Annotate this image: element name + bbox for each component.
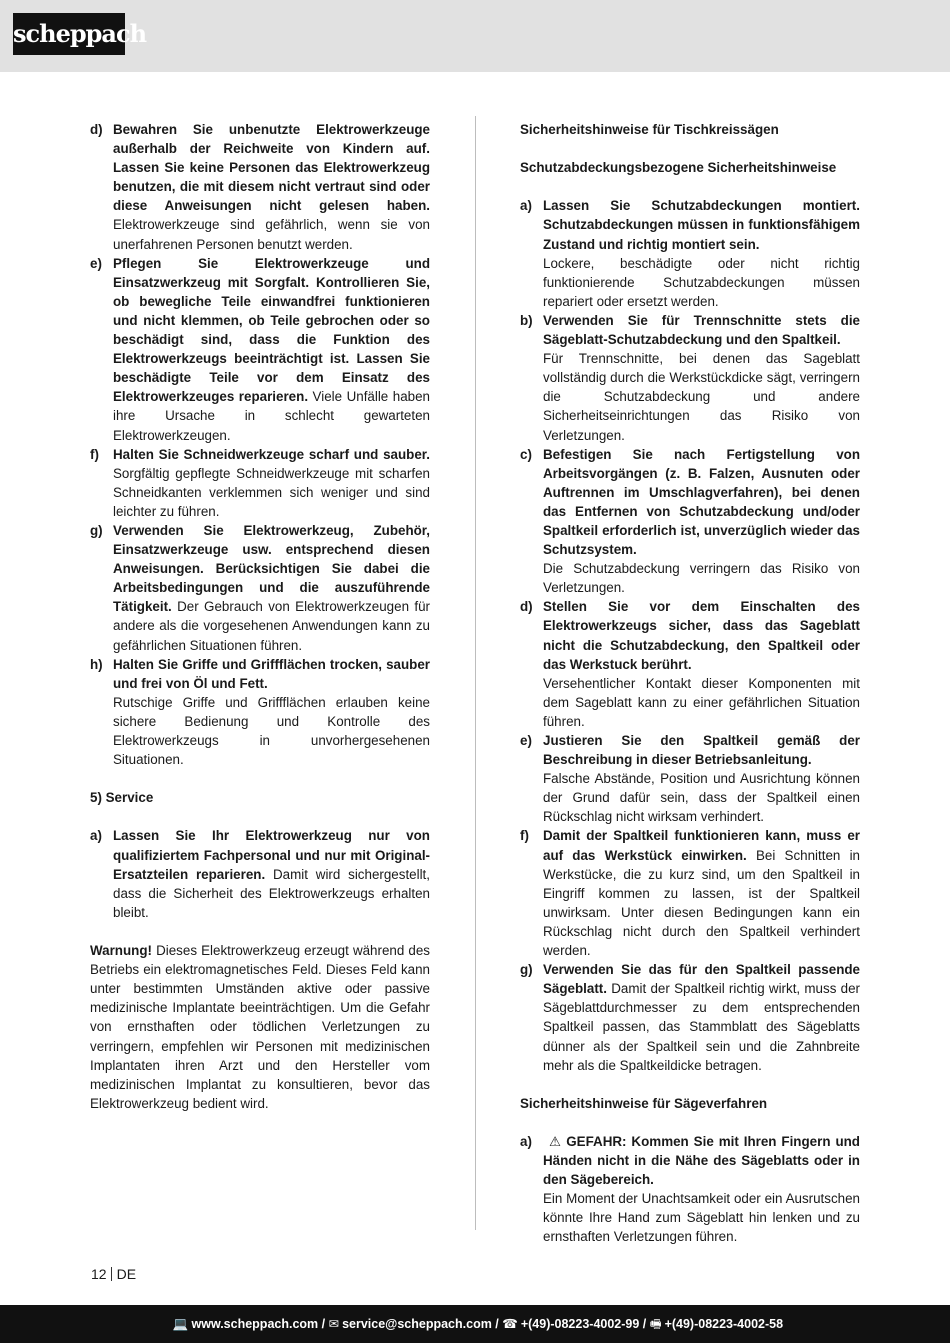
list-item <box>520 597 860 731</box>
column-divider <box>475 116 476 1230</box>
item-text: Bei Schnitten in Werkstücke, die zu kurz sind, um den Spaltkeil in Eingriff kommen zu lassen, ist der Spaltkeil unwirksam. Unter diesen Bedingungen kann ein Rückschlag nicht durch den Spaltkeil verhindert werden. <box>543 847 860 959</box>
service-heading: 5) Service <box>90 790 154 806</box>
item-bold-text: Halten Sie Schneidwerkzeuge scharf und sauber. <box>113 446 430 462</box>
item-marker: d) <box>520 599 533 615</box>
item-text: Viele Unfälle haben ihre Ursache in schlecht gewarteten Elektrowerkzeugen. <box>113 389 430 443</box>
item-marker: g) <box>90 522 103 538</box>
page-number-value: 12 <box>91 1266 107 1282</box>
item-marker: f) <box>90 446 99 462</box>
item-bold-text: Lassen Sie Ihr Elektrowerkzeug nur von qualifiziertem Fachpersonal und nur mit Original-Ersatzteilen reparieren. <box>113 828 430 882</box>
item-text: Damit wird sichergestellt, dass die Sicherheit des Elektrowerkzeugs erhalten bleibt. <box>113 866 430 920</box>
warning-label: Warnung! <box>90 943 152 959</box>
list-item <box>90 826 430 921</box>
item-text: Elektrowerkzeuge sind gefährlich, wenn sie von unerfahrenen Personen benutzt werden. <box>113 217 430 252</box>
item-text: Falsche Abstände, Position und Ausrichtung können der Grund dafür sein, dass der Spaltkeil einen Rückschlag nicht wirksam verhindert. <box>543 771 860 825</box>
item-marker: a) <box>90 828 102 844</box>
scheppach-logo: scheppach <box>13 13 125 55</box>
item-marker: d) <box>90 122 103 137</box>
item-marker: a) <box>520 1133 532 1149</box>
section-heading: Sicherheitshinweise für Tischkreissägen <box>520 122 779 137</box>
section-heading: Sicherheitshinweise für Sägeverfahren <box>520 1095 768 1111</box>
item-marker: b) <box>520 312 533 328</box>
item-bold-text: Verwenden Sie das für den Spaltkeil passende Sägeblatt. <box>543 962 860 997</box>
page-footer <box>0 1305 950 1343</box>
list-item <box>90 655 430 770</box>
warning-triangle-icon: ⚠ <box>549 1133 563 1149</box>
item-bold-text: Stellen Sie vor dem Einschalten des Elektrowerkzeugs sicher, dass das Sageblatt nicht die Schutzabdeckung, den Spaltkeil oder das Werkstuck berührt. <box>543 599 860 672</box>
item-text: Ein Moment der Unachtsamkeit oder ein Ausrutschen könnte Ihre Hand zum Sägeblatt hin lenken und zu ernsthaften Verletzungen führen. <box>543 1191 860 1245</box>
item-marker: h) <box>90 656 103 672</box>
item-marker: g) <box>520 962 533 978</box>
computer-icon: 💻 <box>172 1317 189 1331</box>
page-number <box>91 1266 136 1282</box>
item-text: Die Schutzabdeckung verringern das Risiko von Verletzungen. <box>543 561 860 596</box>
item-bold-text: Damit der Spaltkeil funktionieren kann, muss er auf das Werkstück einwirken. <box>543 828 860 863</box>
footer-separator: / <box>318 1317 329 1331</box>
item-bold-text: Bewahren Sie unbenutzte Elektrowerkzeuge außerhalb der Reichweite von Kindern auf. Lassen Sie keine Personen das Elektrowerkzeug benutzen, die mit diesem nicht vertraut sind oder diese Anweisungen nicht gelesen haben. <box>113 122 430 214</box>
left-column <box>90 120 430 1113</box>
list-item <box>90 521 430 655</box>
right-column <box>520 120 860 1247</box>
item-bold-text: Justieren Sie den Spaltkeil gemäß der Beschreibung in dieser Betriebsanleitung. <box>543 733 860 768</box>
item-bold-text: Verwenden Sie für Trennschnitte stets die Sägeblatt-Schutzabdeckung und den Spaltkeil. <box>543 312 860 348</box>
page-header <box>0 0 950 72</box>
item-bold-text: Pflegen Sie Elektrowerkzeuge und Einsatzwerkzeug mit Sorgfalt. Kontrollieren Sie, ob bewegliche Teile einwandfrei funktionieren und nicht klemmen, ob Teile gebrochen oder so beschädigt sind, dass die Funktion des Elektrowerkzeugs beeinträchtigt ist. Lassen Sie beschädigte Teile vor dem Einsatz des Elektrowerkzeuges reparieren. <box>113 255 430 405</box>
list-item <box>90 120 430 254</box>
item-bold-text: Verwenden Sie Elektrowerkzeug, Zubehör, Einsatzwerkzeuge usw. entsprechend diesen Anweisungen. Berücksichtigen Sie dabei die Arbeitsbedingungen und die auszuführende Tätigkeit. <box>113 522 430 615</box>
fax-icon: 🖷 <box>649 1317 662 1331</box>
item-text: Damit der Spaltkeil richtig wirkt, muss der Sägeblattdurchmesser zu dem entsprechenden Spaltkeil passen, das Stammblatt des Sägeblatts dünner als der Spaltkeil sein und die Zahnbreite mehr als die Spaltkeildicke betragen. <box>543 981 860 1073</box>
list-item <box>520 196 860 311</box>
list-item <box>520 960 860 1075</box>
item-marker: f) <box>520 828 529 844</box>
footer-separator: / <box>491 1317 503 1331</box>
page-number-separator <box>111 1267 112 1281</box>
item-text: Der Gebrauch von Elektrowerkzeugen für andere als die vorgesehenen Anwendungen kann zu gefährlichen Situationen führen. <box>113 599 430 653</box>
item-bold-text: Lassen Sie Schutzabdeckungen montiert. Schutzabdeckungen müssen in funktionsfähigem Zustand und richtig montiert sein. <box>543 198 860 252</box>
item-text: Lockere, beschädigte oder nicht richtig funktionierende Schutzabdeckungen müssen repariert oder ersetzt werden. <box>543 255 860 309</box>
footer-fax: +(49)-08223-4002-58 <box>664 1317 784 1331</box>
item-bold-text: GEFAHR: Kommen Sie mit Ihren Fingern und Händen nicht in die Nähe des Sägeblatts oder in den Sägebereich. <box>543 1133 860 1188</box>
list-item <box>520 311 860 445</box>
footer-email-link[interactable]: service@scheppach.com <box>342 1317 492 1331</box>
item-text: Für Trennschnitte, bei denen das Sageblatt vollständig durch die Werkstückdicke sägt, verringern die Schutzabdeckung und andere Sicherheitseinrichtungen das Risiko von Verletzungen. <box>543 351 860 443</box>
item-text: Versehentlicher Kontakt dieser Komponenten mit dem Sageblatt kann zu einer gefährlichen Situation führen. <box>543 675 860 729</box>
mail-icon: ✉ <box>328 1317 340 1331</box>
item-bold-text: Befestigen Sie nach Fertigstellung von Arbeitsvorgängen (z. B. Falzen, Ausnuten oder Auftrennen im Umschlagverfahren), bei denen das Entfernen von Schutzabdeckung und/oder Spaltkeil erforderlich ist, unverzüglich wieder das Schutzsystem. <box>543 446 860 558</box>
item-marker: e) <box>520 733 532 748</box>
warning-text: Dieses Elektrowerkzeug erzeugt während des Betriebs ein elektromagnetisches Feld. Dieses Feld kann unter bestimmten Umständen aktive oder passive medizinische Implantate beeinträchtigen. Um die Gefahr von ernsthaften oder tödlichen Verletzungen zu verringern, empfehlen wir Personen mit medizinischen Implantaten ihren Arzt und den Hersteller vom medizinischen Implantat zu konsultieren, bevor das Elektrowerkzeug bedient wird. <box>90 943 430 1111</box>
list-item <box>520 826 860 960</box>
section-heading: Schutzabdeckungsbezogene Sicherheitshinweise <box>520 160 837 176</box>
warning-paragraph <box>90 941 430 1113</box>
item-marker: a) <box>520 198 532 214</box>
item-text: Sorgfältig gepflegte Schneidwerkzeuge mit scharfen Schneidkanten verklemmen sich weniger und sind leichter zu führen. <box>113 465 430 519</box>
page-language: DE <box>116 1266 137 1282</box>
phone-icon: ☎ <box>502 1317 518 1331</box>
list-item <box>520 1132 860 1247</box>
list-item <box>90 254 430 445</box>
item-bold-text: Halten Sie Griffe und Griffflächen trocken, sauber und frei von Öl und Fett. <box>113 656 430 691</box>
list-item <box>90 445 430 521</box>
list-item <box>520 445 860 598</box>
footer-separator: / <box>639 1317 650 1331</box>
footer-phone[interactable]: +(49)-08223-4002-99 <box>520 1317 640 1331</box>
footer-website-link[interactable]: www.scheppach.com <box>191 1317 319 1331</box>
item-marker: c) <box>520 446 532 462</box>
item-marker: e) <box>90 255 102 271</box>
list-item <box>520 731 860 826</box>
item-text: Rutschige Griffe und Griffflächen erlauben keine sichere Bedienung und Kontrolle des Elektrowerkzeugs in unvorhergesehenen Situationen. <box>113 694 430 768</box>
